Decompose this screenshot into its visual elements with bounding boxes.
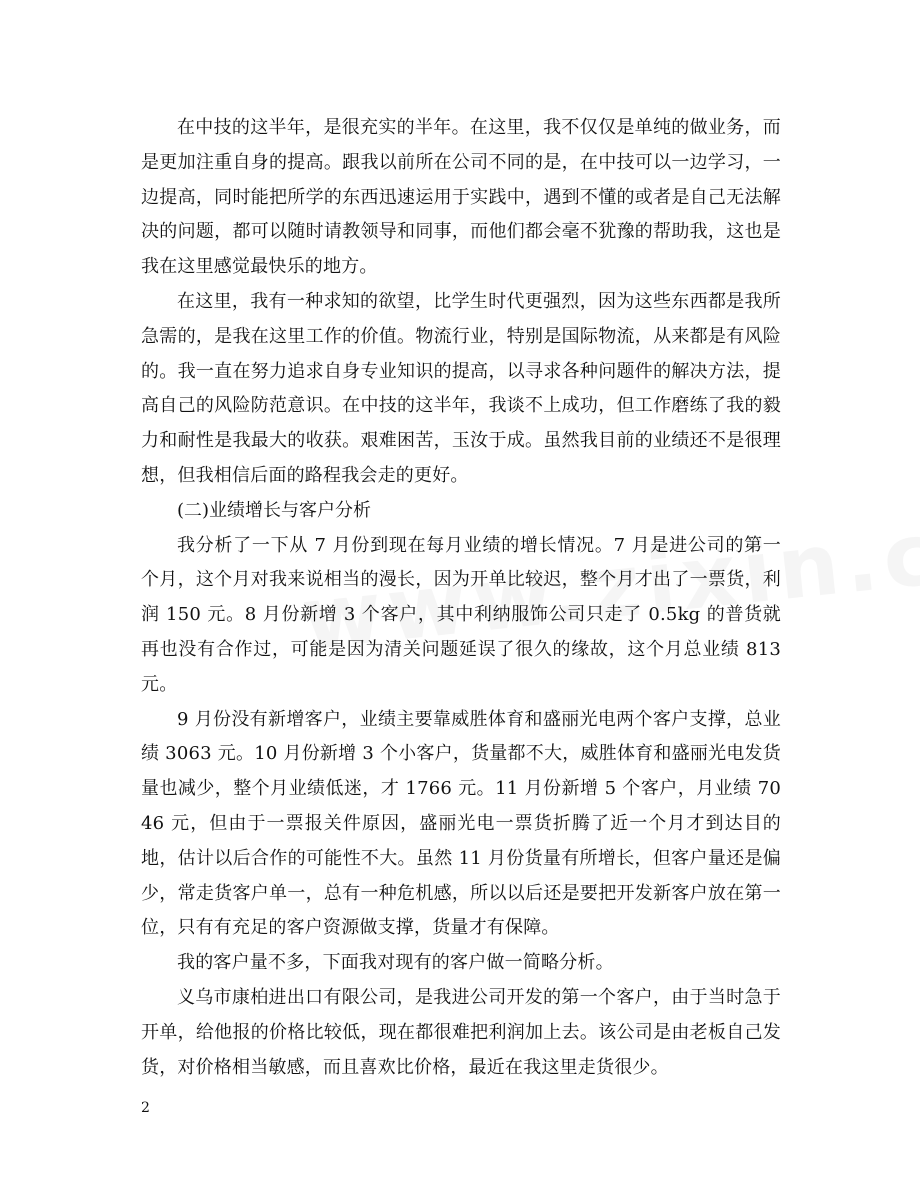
section-heading-performance-analysis: (二)业绩增长与客户分析 [177,499,372,521]
paragraph-july-august-performance: 我分析了一下从 7 月份到现在每月业绩的增长情况。7 月是进公司的第一个月，这个月对我来说相当的漫长，因为开单比较迟，整个月才出了一票货，利润 150 元。8 月份新增 3 个客户，其中利纳服饰公司只走了 0.5kg 的普货就再也没有合作过，可能是因为清关问题延误了很久的缘故，这个月总业绩 813 元。 [141,534,781,695]
paragraph-thirst-for-knowledge: 在这里，我有一种求知的欲望，比学生时代更强烈，因为这些东西都是我所急需的，是我在这里工作的价值。物流行业，特别是国际物流，从来都是有风险的。我一直在努力追求自身专业知识的提高，以寻求各种问题件的解决方法，提高自己的风险防范意识。在中技的这半年，我谈不上成功，但工作磨练了我的毅力和耐性是我最大的收获。艰难困苦，玉汝于成。虽然我目前的业绩还不是很理想，但我相信后面的路程我会走的更好。 [141,290,781,486]
paragraph-client-analysis-intro: 我的客户量不多，下面我对现有的客户做一简略分析。 [177,952,614,974]
paragraph-kangbai-client: 义乌市康柏进出口有限公司，是我进公司开发的第一个客户，由于当时急于开单，给他报的价格比较低，现在都很难把利润加上去。该公司是由老板自己发货，对价格相当敏感，而且喜欢比价格，最近在我这里走货很少。 [141,986,781,1078]
page-number: 2 [141,1100,150,1116]
document-body [141,111,781,1085]
paragraph-zhongji-half-year: 在中技的这半年，是很充实的半年。在这里，我不仅仅是单纯的做业务，而是更加注重自身的提高。跟我以前所在公司不同的是，在中技可以一边学习，一边提高，同时能把所学的东西迅速运用于实践中，遇到不懂的或者是自己无法解决的问题，都可以随时请教领导和同事，而他们都会毫不犹豫的帮助我，这也是我在这里感觉最快乐的地方。 [141,117,781,278]
paragraph-september-november-performance: 9 月份没有新增客户，业绩主要靠威胜体育和盛丽光电两个客户支撑，总业绩 3063 元。10 月份新增 3 个小客户，货量都不大，威胜体育和盛丽光电发货量也减少，整个月业绩低迷，才 1766 元。11 月份新增 5 个客户，月业绩 7046 元，但由于一票报关件原因，盛丽光电一票货折腾了近一个月才到达目的地，估计以后合作的可能性不大。虽然 11 月份货量有所增长，但客户量还是偏少，常走货客户单一，总有一种危机感，所以以后还是要把开发新客户放在第一位，只有有充足的客户资源做支撑，货量才有保障。 [141,708,781,939]
